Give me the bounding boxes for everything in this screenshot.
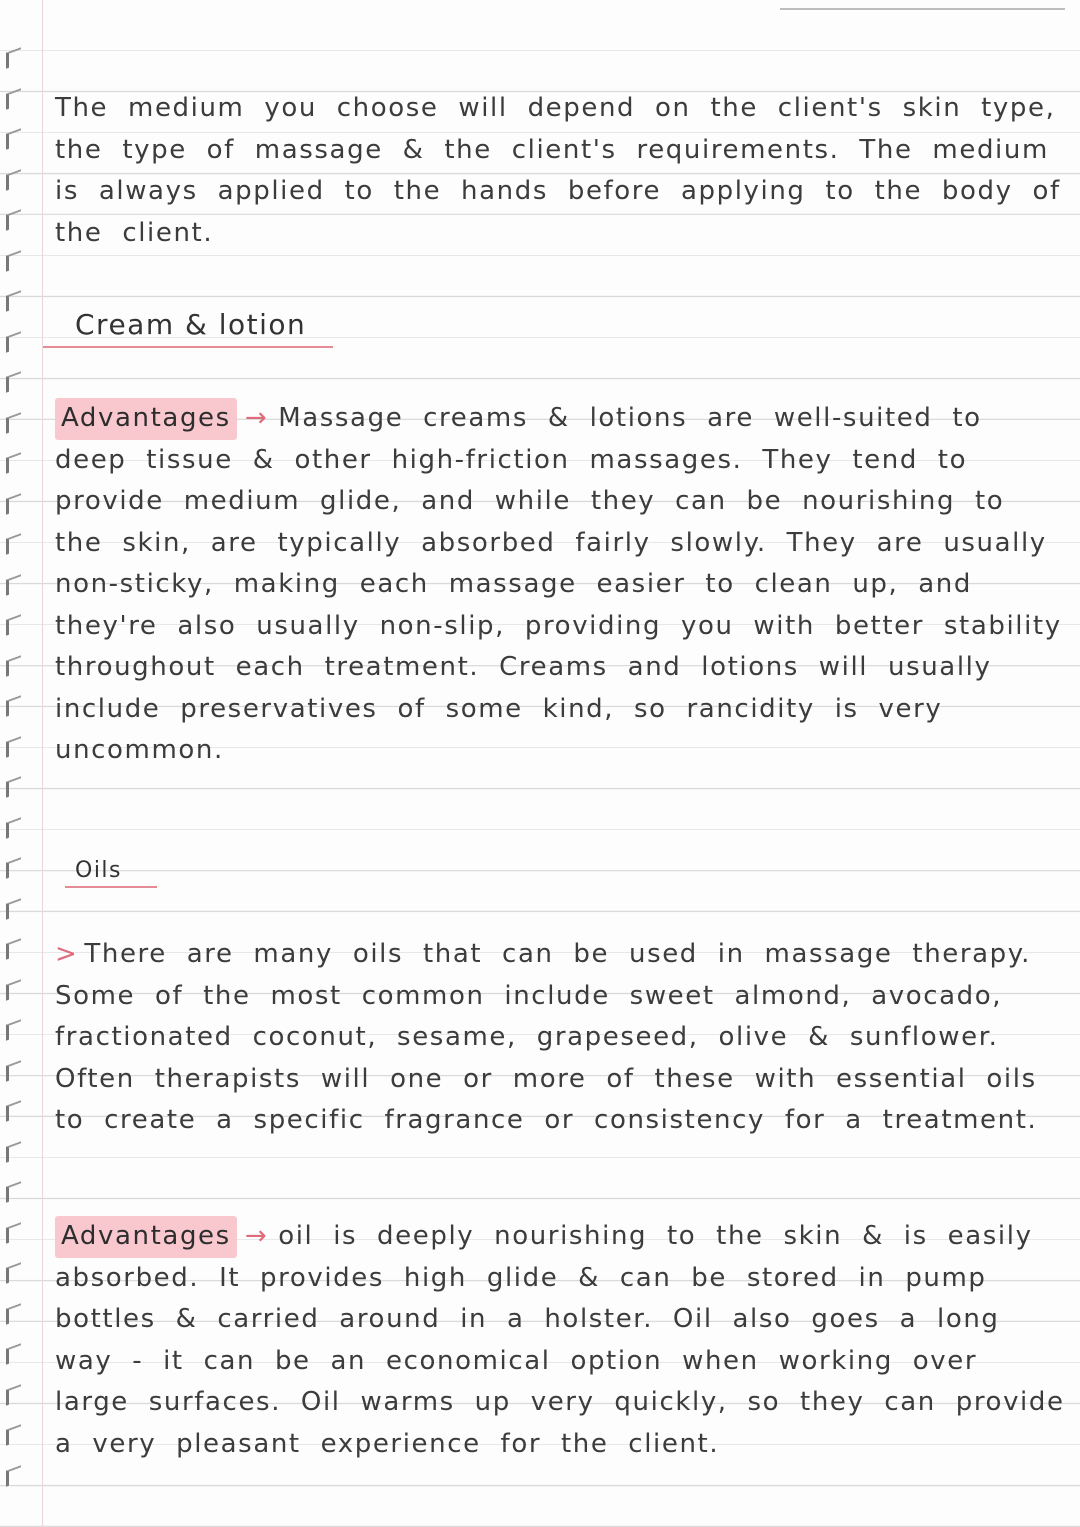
- intro-paragraph: The medium you choose will depend on the client's skin type, the type of massage & the client's requirements. The medium is always applied to the hands before applying to the body of the client.: [55, 93, 1061, 248]
- top-rule: [780, 8, 1065, 10]
- heading-cream-lotion: Cream & lotion: [75, 308, 307, 341]
- spiral-ring: [6, 88, 21, 109]
- spiral-ring: [6, 250, 21, 271]
- spiral-ring: [6, 1343, 21, 1364]
- spiral-ring: [6, 979, 21, 1000]
- spiral-ring: [6, 695, 21, 716]
- spiral-ring: [6, 614, 21, 635]
- oils-paragraph: [55, 934, 1065, 1142]
- oils-advantages-text: oil is deeply nourishing to the skin & is easily absorbed. It provides high glide & can be stored in pump bottles & carried around in a holster. Oil also goes a long way - it can be an economical option when working over large surfaces. Oil warms up very quickly, so they can provide a very pleasant experience for the client.: [55, 1221, 1065, 1459]
- spiral-ring: [6, 1424, 21, 1445]
- spiral-ring: [6, 1100, 21, 1121]
- spiral-ring: [6, 1222, 21, 1243]
- spiral-binding: [0, 50, 30, 1490]
- spiral-ring: [6, 857, 21, 878]
- heading-underline: [65, 886, 157, 888]
- spiral-ring: [6, 736, 21, 757]
- spiral-ring: [6, 128, 21, 149]
- spiral-ring: [6, 574, 21, 595]
- spiral-ring: [6, 1465, 21, 1486]
- spiral-ring: [6, 1060, 21, 1081]
- spiral-ring: [6, 290, 21, 311]
- cream-lotion-advantages: [55, 398, 1065, 772]
- spiral-ring: [6, 1141, 21, 1162]
- spiral-ring: [6, 938, 21, 959]
- spiral-ring: [6, 1303, 21, 1324]
- spiral-ring: [6, 898, 21, 919]
- spiral-ring: [6, 493, 21, 514]
- oils-advantages: [55, 1216, 1065, 1465]
- heading-underline: [43, 346, 333, 348]
- spiral-ring: [6, 412, 21, 433]
- spiral-ring: [6, 655, 21, 676]
- spiral-ring: [6, 1384, 21, 1405]
- spiral-ring: [6, 1181, 21, 1202]
- advantages-label: Advantages: [55, 398, 237, 440]
- spiral-ring: [6, 331, 21, 352]
- advantages-label: Advantages: [55, 1216, 237, 1258]
- arrow-icon: →: [244, 403, 269, 433]
- spiral-ring: [6, 452, 21, 473]
- spiral-ring: [6, 1019, 21, 1040]
- spiral-ring: [6, 1262, 21, 1283]
- heading-oils: Oils: [75, 858, 123, 883]
- cream-lotion-text: Massage creams & lotions are well-suited to deep tissue & other high-friction massages. They tend to provide medium glide, and while they can be nourishing to the skin, are typically absorbed fairly slowly. They are usually non-sticky, making each massage easier to clean up, and they're also usually non-slip, providing you with better stability throughout each treatment. Creams and lotions will usually include preservatives of some kind, so rancidity is very uncommon.: [55, 403, 1062, 765]
- spiral-ring: [6, 371, 21, 392]
- spiral-ring: [6, 209, 21, 230]
- bullet-icon: >: [55, 939, 79, 969]
- margin-line: [42, 0, 43, 1527]
- oils-text: There are many oils that can be used in massage therapy. Some of the most common include sweet almond, avocado, fractionated coconut, sesame, grapeseed, olive & sunflower. Often therapists will one or more of these with essential oils to create a specific fragrance or consistency for a treatment.: [55, 939, 1038, 1135]
- spiral-ring: [6, 817, 21, 838]
- arrow-icon: →: [244, 1221, 269, 1251]
- spiral-ring: [6, 47, 21, 68]
- spiral-ring: [6, 169, 21, 190]
- spiral-ring: [6, 533, 21, 554]
- spiral-ring: [6, 776, 21, 797]
